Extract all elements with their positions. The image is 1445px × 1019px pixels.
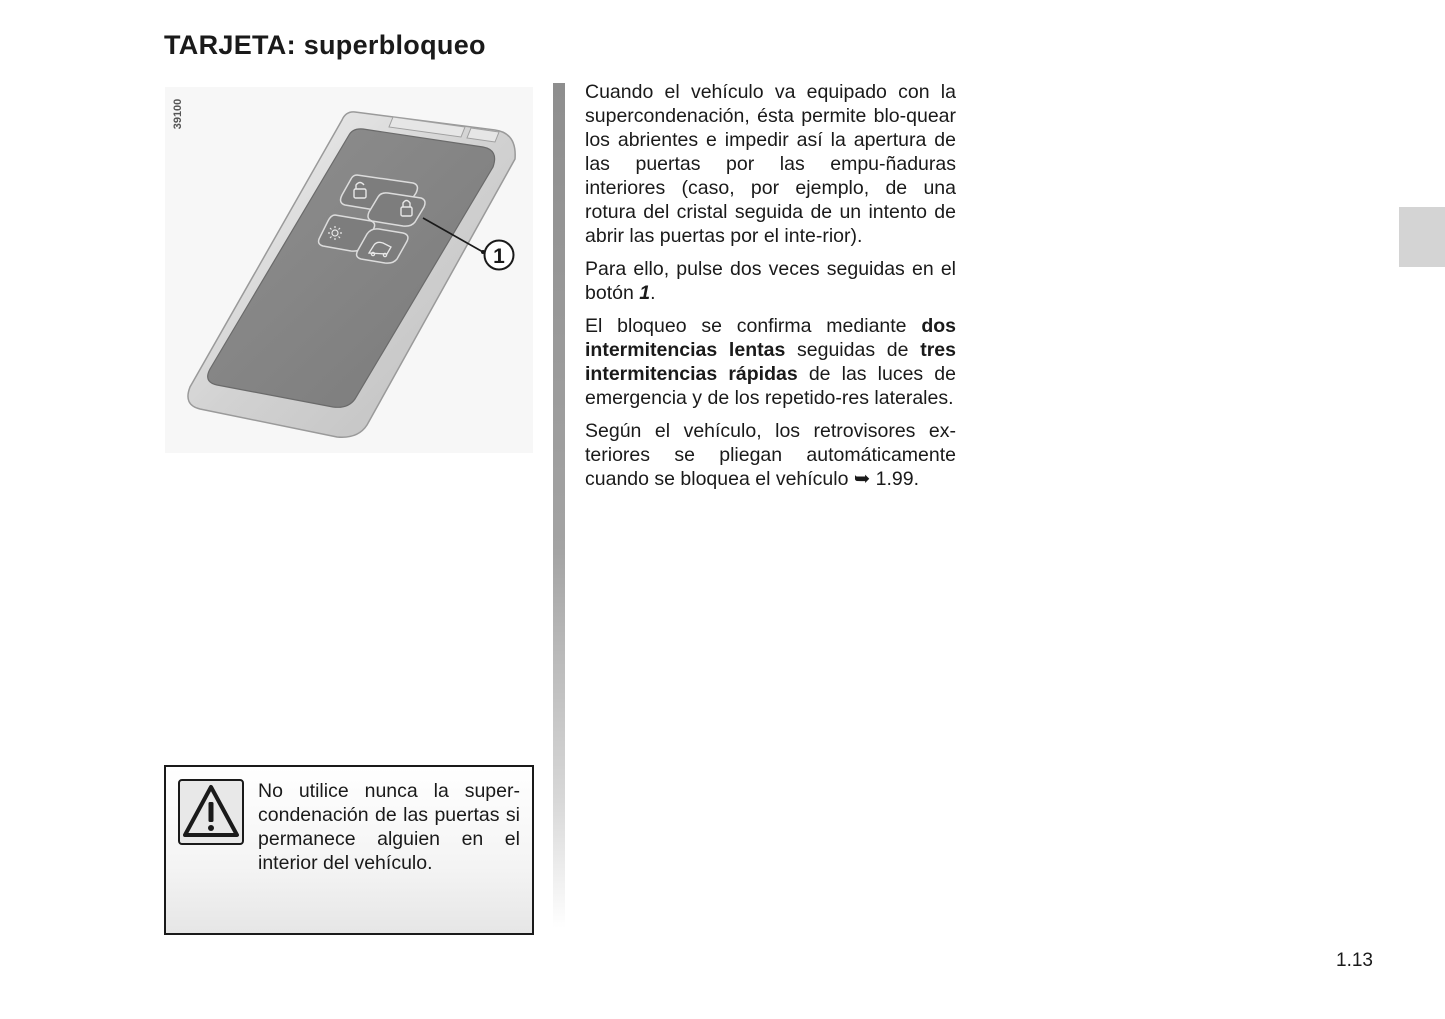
figure-code-text: 39100	[172, 98, 184, 130]
callout-label: 1	[493, 245, 505, 268]
callout-marker	[485, 241, 514, 270]
figure-code	[170, 92, 186, 136]
body-text	[585, 80, 956, 500]
page-title: TARJETA: superbloqueo	[164, 30, 486, 60]
paragraph-instruction	[585, 257, 956, 305]
page-number: 1.13	[1336, 950, 1373, 971]
button-reference: 1	[639, 282, 651, 304]
mirrors-text: Según el vehículo, los retrovisores ex-teriores se pliegan automáticamente cuando se bloquea el vehículo	[585, 420, 956, 490]
page-reference: 1.99.	[870, 468, 920, 490]
warning-box	[164, 765, 534, 935]
slow-flashes-emphasis: dos intermitencias lentas	[585, 315, 956, 361]
confirmation-text: El bloqueo se confirma mediante	[585, 315, 922, 337]
warning-triangle-icon	[178, 779, 244, 845]
paragraph-confirmation	[585, 314, 956, 410]
page-reference-arrow-icon: ➥	[853, 468, 871, 490]
confirmation-end: de las luces de emergencia y de los repetido-res laterales.	[585, 363, 956, 409]
warning-text: No utilice nunca la super-condenación de las puertas si permanece alguien en el interior del vehículo.	[258, 780, 520, 874]
instruction-text: Para ello, pulse dos veces seguidas en el botón	[585, 258, 956, 304]
fast-flashes-emphasis: tres intermitencias rápidas	[585, 339, 956, 385]
keycard-illustration	[165, 87, 533, 453]
instruction-end: .	[650, 282, 656, 304]
paragraph-mirrors	[585, 419, 956, 491]
confirmation-middle: seguidas de	[785, 339, 921, 361]
column-divider-bar	[553, 83, 565, 928]
side-tab-marker	[1399, 207, 1445, 267]
paragraph-intro: Cuando el vehículo va equipado con la supercondenación, ésta permite blo-quear los abrientes e impedir así la apertura de las puertas por las empu-ñaduras interiores (caso, por ejemplo, de una rotura del cristal seguida de un intento de abrir las puertas por el inte-rior).	[585, 81, 956, 247]
